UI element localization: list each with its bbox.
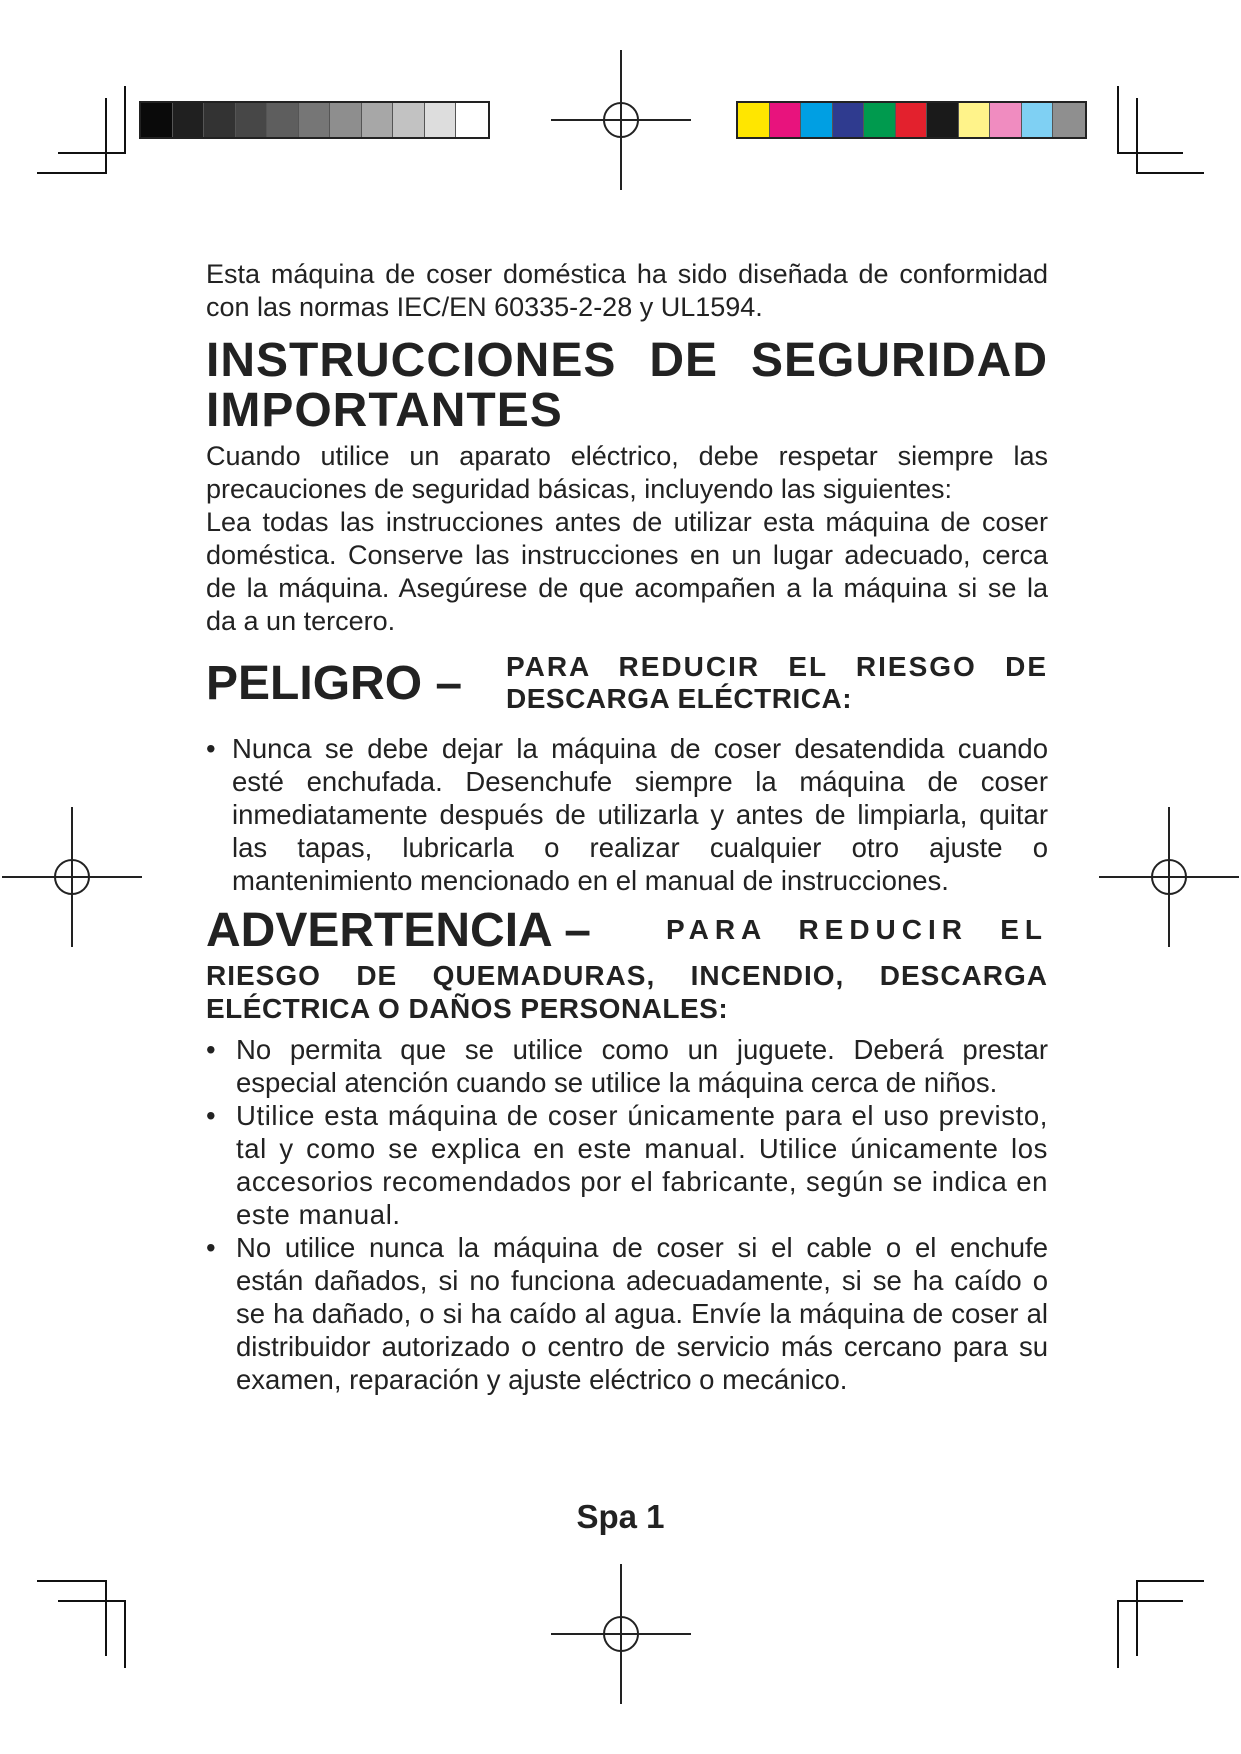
crop-mark: [37, 1580, 105, 1582]
danger-subtitle-line-2: DESCARGA ELÉCTRICA:: [506, 683, 853, 714]
color-swatch: [927, 103, 959, 137]
crop-mark: [1117, 86, 1119, 154]
color-swatch: [173, 103, 205, 137]
color-swatch: [896, 103, 928, 137]
warning-bullet-text-1: No permita que se utilice como un juguete. Deberá prestar especial atención cuando se utilice la máquina cerca de niños.: [236, 1034, 1048, 1098]
warning-subtitle-line-2: RIESGO DE QUEMADURAS, INCENDIO, DESCARGA: [206, 960, 1048, 991]
color-swatch: [1053, 103, 1085, 137]
color-swatch: [236, 103, 268, 137]
crop-mark: [1117, 1600, 1183, 1602]
bullet-symbol: •: [206, 733, 216, 764]
grayscale-color-bar: [139, 101, 490, 139]
danger-bullet-list: [206, 732, 1048, 897]
registration-crosshair-left: [2, 807, 142, 947]
list-item: [206, 732, 1048, 897]
warning-heading: [206, 901, 1048, 959]
color-swatch: [141, 103, 173, 137]
warning-subtitle-inline: PARA REDUCIR EL: [666, 914, 1048, 945]
color-swatch: [330, 103, 362, 137]
page-number: Spa 1: [576, 1498, 665, 1535]
danger-label: PELIGRO –: [206, 657, 463, 710]
title-line-1: INSTRUCCIONES DE SEGURIDAD: [206, 334, 1048, 387]
crop-mark: [1136, 98, 1138, 174]
general-paragraph-1: Cuando utilice un aparato eléctrico, debe respetar siempre las precauciones de seguridad básicas, incluyendo las siguientes:: [206, 441, 1048, 504]
bullet-symbol: •: [206, 1034, 216, 1065]
color-swatch: [959, 103, 991, 137]
warning-bullet-text-2: Utilice esta máquina de coser únicamente para el uso previsto, tal y como se explica en este manual. Utilice únicamente los accesorios recomendados por el fabricante, según se indica en este manual.: [236, 1100, 1048, 1230]
crop-mark: [105, 98, 107, 174]
color-swatch: [267, 103, 299, 137]
crop-mark: [1136, 1580, 1204, 1582]
color-swatch: [425, 103, 457, 137]
list-item: [206, 1099, 1048, 1231]
crop-mark: [124, 86, 126, 154]
warning-label: ADVERTENCIA –: [206, 904, 591, 957]
crop-mark: [1117, 152, 1183, 154]
intro-paragraph: Esta máquina de coser doméstica ha sido diseñada de conformidad con las normas IEC/EN 60335-2-28 y UL1594.: [206, 259, 1048, 322]
page-title: [206, 336, 1048, 436]
warning-bullet-list: [206, 1033, 1048, 1396]
crop-mark: [37, 172, 105, 174]
list-item: [206, 1231, 1048, 1396]
list-item: [206, 1033, 1048, 1099]
color-swatch: [1022, 103, 1054, 137]
color-swatch: [801, 103, 833, 137]
color-swatch: [738, 103, 770, 137]
registration-crosshair-bottom: [551, 1564, 691, 1704]
process-color-bar: [736, 101, 1087, 139]
danger-heading: [206, 650, 1048, 720]
warning-bullet-text-3: No utilice nunca la máquina de coser si el cable o el enchufe están dañados, si no funciona adecuadamente, si se ha caído o se ha dañado, o si ha caído al agua. Envíe la máquina de coser al distribuidor autorizado o centro de servicio más cercano para su examen, reparación y ajuste eléctrico o mecánico.: [236, 1232, 1048, 1395]
color-swatch: [456, 103, 488, 137]
registration-crosshair-top: [551, 50, 691, 190]
crop-mark: [58, 1600, 124, 1602]
danger-subtitle-line-1: PARA REDUCIR EL RIESGO DE: [506, 651, 1048, 682]
color-swatch: [393, 103, 425, 137]
page-content: [206, 258, 1048, 1396]
color-swatch: [362, 103, 394, 137]
color-swatch: [864, 103, 896, 137]
danger-bullet-text: Nunca se debe dejar la máquina de coser desatendida cuando esté enchufada. Desenchufe siempre la máquina de coser inmediatamente después de utilizarla y antes de limpiarla, quitar las tapas, lubricarla o realizar cualquier otro ajuste o mantenimiento mencionado en el manual de instrucciones.: [232, 733, 1048, 896]
crop-mark: [1136, 1580, 1138, 1656]
crop-mark: [58, 152, 124, 154]
registration-crosshair-right: [1099, 807, 1239, 947]
general-paragraph-2: Lea todas las instrucciones antes de utilizar esta máquina de coser doméstica. Conserve las instrucciones en un lugar adecuado, cerca de la máquina. Asegúrese de que acompañen a la máquina si se la da a un tercero.: [206, 507, 1048, 636]
color-swatch: [299, 103, 331, 137]
crop-mark: [105, 1580, 107, 1656]
bullet-symbol: •: [206, 1232, 216, 1263]
title-line-2: IMPORTANTES: [206, 384, 563, 437]
bullet-symbol: •: [206, 1100, 216, 1131]
color-swatch: [770, 103, 802, 137]
crop-mark: [1117, 1600, 1119, 1668]
color-swatch: [833, 103, 865, 137]
color-swatch: [204, 103, 236, 137]
crop-mark: [124, 1600, 126, 1668]
color-swatch: [990, 103, 1022, 137]
warning-subtitle-line-3: ELÉCTRICA O DAÑOS PERSONALES:: [206, 993, 729, 1024]
crop-mark: [1136, 172, 1204, 174]
